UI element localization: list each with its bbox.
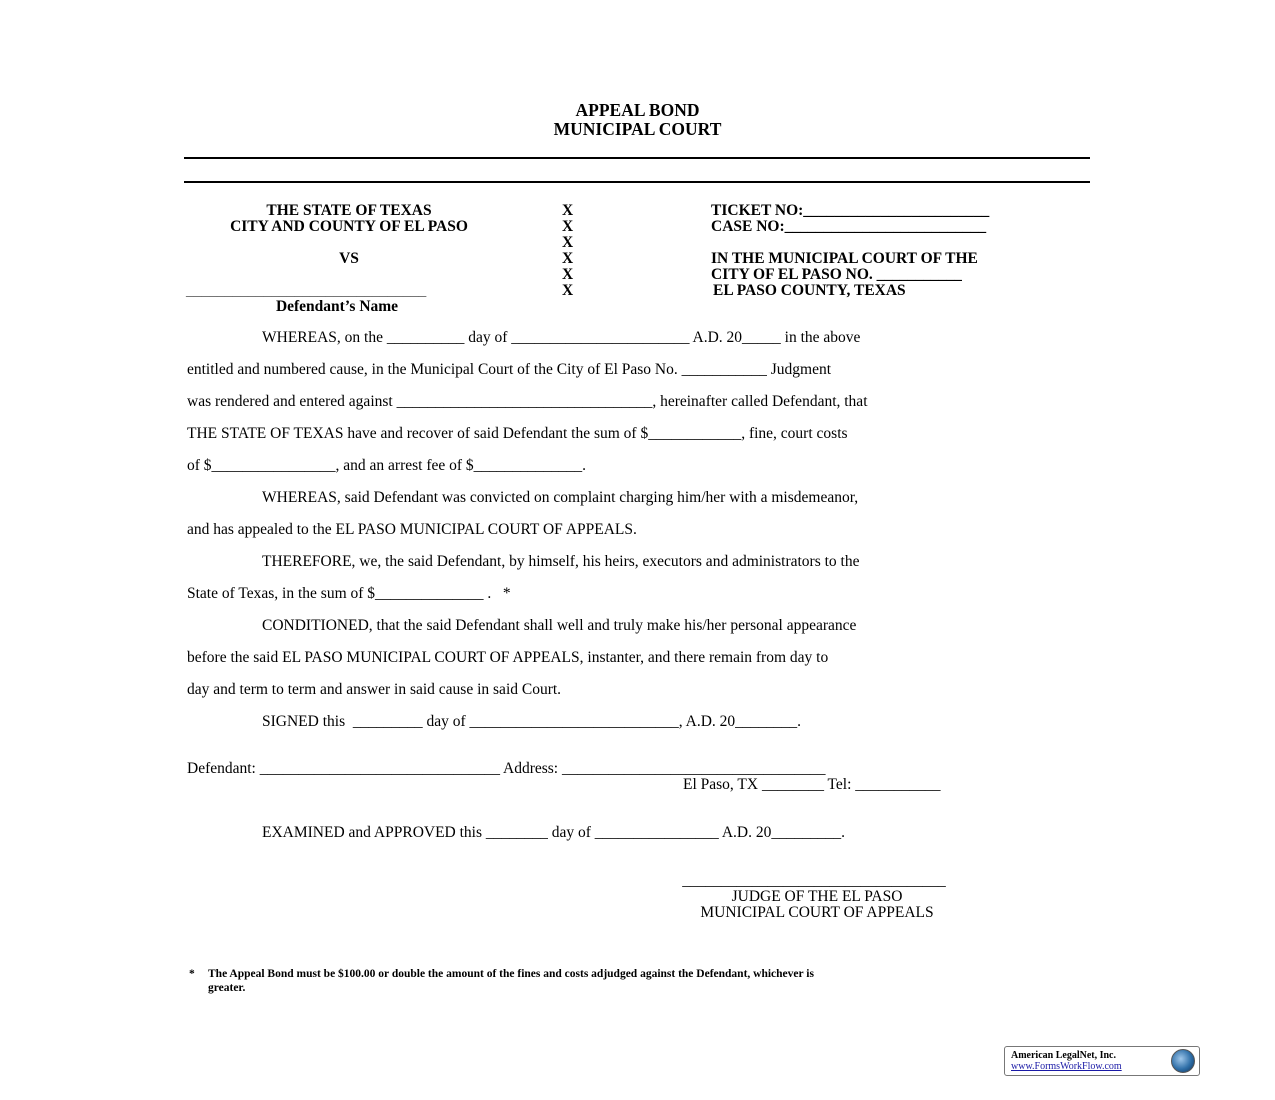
logo-company: American LegalNet, Inc. <box>1011 1050 1116 1061</box>
caption-city: CITY AND COUNTY OF EL PASO <box>230 218 468 235</box>
judge-signature-line: __________________________________ <box>682 872 946 889</box>
body-line: THEREFORE, we, the said Defendant, by himself, his heirs, executors and administrators to the <box>262 553 860 570</box>
body-line: THE STATE OF TEXAS have and recover of said Defendant the sum of $____________, fine, court costs <box>187 425 848 442</box>
court-line-3: EL PASO COUNTY, TEXAS <box>713 282 906 299</box>
form-subtitle: MUNICIPAL COURT <box>553 119 722 139</box>
divider-top <box>184 157 1090 159</box>
form-title: APPEAL BOND <box>575 100 700 120</box>
caption-separator: X <box>562 250 574 267</box>
caption-separator: X <box>562 282 574 299</box>
body-line: before the said EL PASO MUNICIPAL COURT OF APPEALS, instanter, and there remain from day to <box>187 649 829 666</box>
judge-title-1: JUDGE OF THE EL PASO <box>731 888 903 905</box>
court-line-2: CITY OF EL PASO NO. ___________ <box>711 266 962 283</box>
american-legalnet-logo <box>1004 1046 1200 1076</box>
body-line: State of Texas, in the sum of $______________ . * <box>187 585 511 602</box>
case-number-field: CASE NO:__________________________ <box>711 218 987 235</box>
globe-icon <box>1171 1049 1195 1073</box>
approval-line: EXAMINED and APPROVED this ________ day of ________________ A.D. 20_________. <box>262 824 845 841</box>
body-line: and has appealed to the EL PASO MUNICIPAL COURT OF APPEALS. <box>187 521 637 538</box>
city-tel-line: El Paso, TX ________ Tel: ___________ <box>683 776 941 793</box>
caption-separator: X <box>562 266 574 283</box>
signed-line: SIGNED this _________ day of ___________________________, A.D. 20________. <box>262 713 802 730</box>
ticket-number-field: TICKET NO:________________________ <box>711 202 990 219</box>
body-line: WHEREAS, on the __________ day of _______________________ A.D. 20_____ in the above <box>262 329 861 346</box>
caption-separator: X <box>562 218 574 235</box>
defendant-name-line: _______________________________ <box>186 282 427 299</box>
defendant-name-label: Defendant’s Name <box>275 298 399 315</box>
body-line: entitled and numbered cause, in the Municipal Court of the City of El Paso No. ___________ Judgment <box>187 361 832 378</box>
body-line: CONDITIONED, that the said Defendant shall well and truly make his/her personal appearance <box>262 617 857 634</box>
divider-bottom <box>184 181 1090 183</box>
defendant-signature-line: Defendant: _______________________________ Address: __________________________________ <box>187 760 826 777</box>
judge-title-2: MUNICIPAL COURT OF APPEALS <box>700 904 934 921</box>
body-line: of $________________, and an arrest fee of $______________. <box>187 457 587 474</box>
footnote-marker: * <box>189 968 195 980</box>
logo-url-link[interactable]: www.FormsWorkFlow.com <box>1011 1061 1122 1072</box>
court-line-1: IN THE MUNICIPAL COURT OF THE <box>711 250 978 267</box>
footnote-text-continued: greater. <box>208 982 246 994</box>
caption-separator: X <box>562 202 574 219</box>
footnote-text: The Appeal Bond must be $100.00 or double the amount of the fines and costs adjudged against the Defendant, whichever is <box>208 968 814 980</box>
caption-state: THE STATE OF TEXAS <box>266 202 432 219</box>
caption-vs: VS <box>339 250 359 267</box>
body-line: WHEREAS, said Defendant was convicted on complaint charging him/her with a misdemeanor, <box>262 489 859 506</box>
body-line: day and term to term and answer in said cause in said Court. <box>187 681 562 698</box>
body-line: was rendered and entered against _________________________________, hereinafter called Defendant, that <box>187 393 868 410</box>
caption-separator: X <box>562 234 574 251</box>
